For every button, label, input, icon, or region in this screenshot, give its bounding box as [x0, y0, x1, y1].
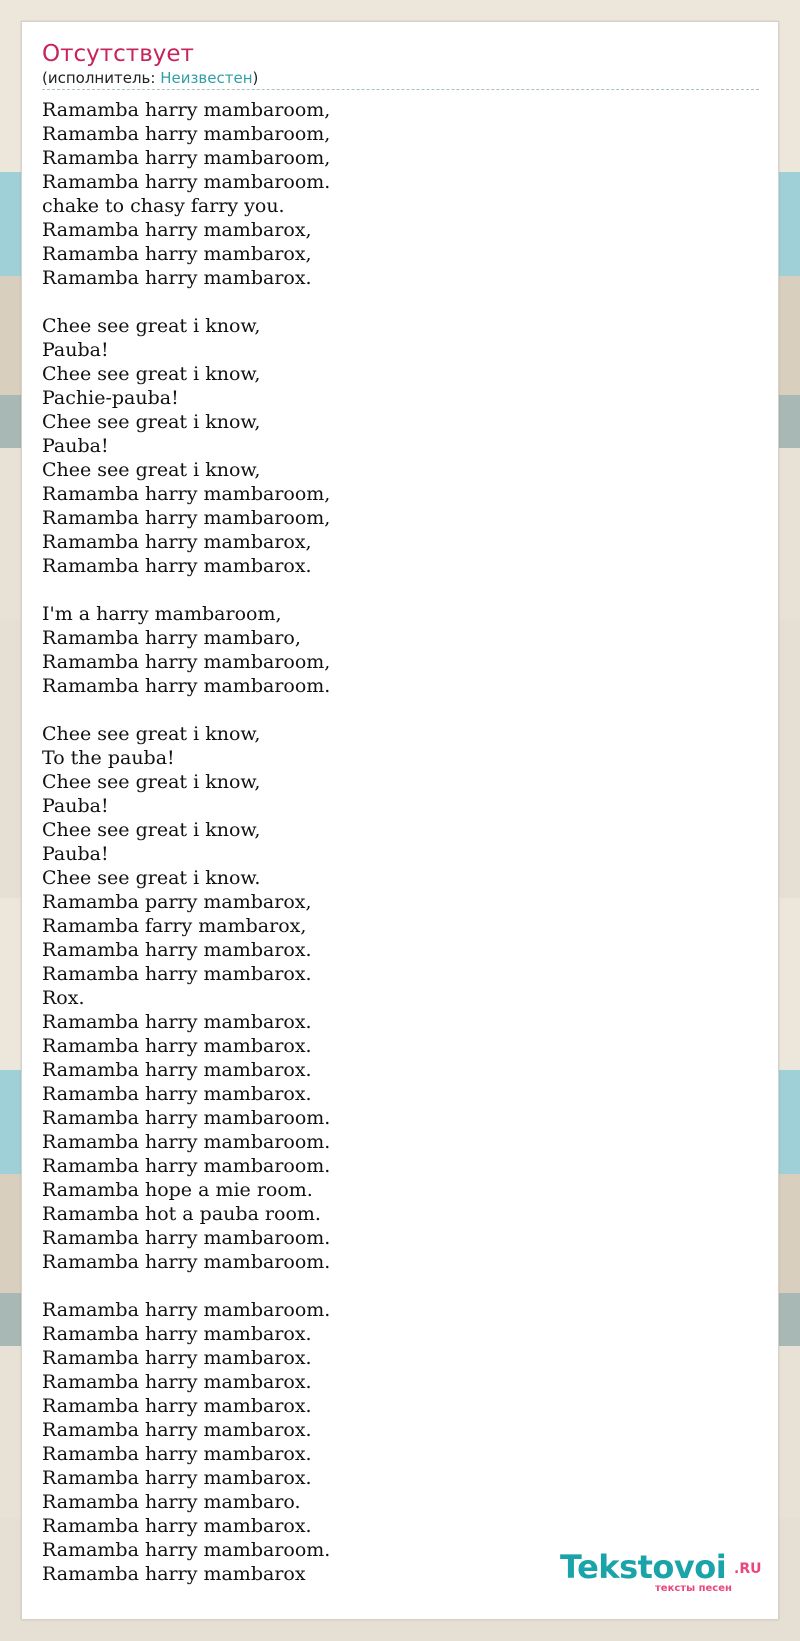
lyric-line: Ramamba harry mambarox: [42, 1563, 306, 1585]
lyric-line: Ramamba harry mambarox.: [42, 555, 312, 577]
lyric-line: [42, 578, 742, 602]
artist-prefix: (исполнитель:: [42, 69, 161, 87]
artist-line: [42, 68, 759, 88]
lyric-line: Ramamba harry mambarox.: [42, 1059, 312, 1081]
lyric-line: Ramamba farry mambarox,: [42, 915, 307, 937]
lyric-line: Ramamba harry mambaroom.: [42, 1155, 331, 1177]
lyrics-card: [21, 21, 779, 1620]
lyric-line: Ramamba harry mambaroom.: [42, 171, 331, 193]
lyric-line: Pachie-pauba!: [42, 387, 179, 409]
lyric-line: Ramamba harry mambaroom,: [42, 99, 331, 121]
lyric-line: Ramamba harry mambaroom,: [42, 507, 331, 529]
lyric-line: [42, 698, 742, 722]
lyric-line: Ramamba harry mambarox.: [42, 963, 312, 985]
lyric-line: Ramamba harry mambarox.: [42, 1011, 312, 1033]
lyric-line: To the pauba!: [42, 747, 175, 769]
lyric-line: Pauba!: [42, 795, 109, 817]
lyric-line: Chee see great i know,: [42, 363, 261, 385]
lyric-line: Ramamba harry mambaroom,: [42, 651, 331, 673]
lyric-line: Ramamba harry mambarox.: [42, 1419, 312, 1441]
lyric-line: Ramamba harry mambarox.: [42, 1443, 312, 1465]
lyric-line: Pauba!: [42, 435, 109, 457]
lyric-line: Ramamba harry mambarox.: [42, 1395, 312, 1417]
song-title: Отсутствует: [42, 41, 194, 67]
lyric-line: Chee see great i know.: [42, 867, 261, 889]
logo-tld: .RU: [734, 1561, 762, 1577]
lyric-line: Ramamba harry mambaroom.: [42, 675, 331, 697]
lyric-line: Ramamba harry mambarox,: [42, 219, 312, 241]
lyric-line: Pauba!: [42, 339, 109, 361]
lyric-line: Chee see great i know,: [42, 315, 261, 337]
lyric-line: Ramamba harry mambarox.: [42, 1467, 312, 1489]
lyric-line: Ramamba harry mambaro.: [42, 1491, 301, 1513]
lyric-line: Ramamba harry mambaroom.: [42, 1227, 331, 1249]
lyric-line: [42, 1274, 742, 1298]
lyric-line: Ramamba harry mambaroom.: [42, 1539, 331, 1561]
lyric-line: Ramamba harry mambaroom.: [42, 1107, 331, 1129]
lyric-line: Chee see great i know,: [42, 411, 261, 433]
lyric-line: Ramamba harry mambaroom,: [42, 123, 331, 145]
lyric-line: Ramamba harry mambarox.: [42, 939, 312, 961]
lyric-line: Ramamba harry mambarox.: [42, 1083, 312, 1105]
lyric-line: Ramamba harry mambarox.: [42, 1347, 312, 1369]
lyric-line: chake to chasy farry you.: [42, 195, 285, 217]
lyric-line: Pauba!: [42, 843, 109, 865]
lyric-line: Ramamba harry mambarox,: [42, 531, 312, 553]
song-header: [42, 40, 759, 90]
lyrics-text: [42, 98, 742, 1586]
lyric-line: Ramamba harry mambaro,: [42, 627, 301, 649]
lyric-line: Ramamba harry mambarox.: [42, 1035, 312, 1057]
site-logo[interactable]: [560, 1549, 770, 1597]
lyric-line: Ramamba harry mambaroom.: [42, 1131, 331, 1153]
lyric-line: Chee see great i know,: [42, 819, 261, 841]
lyric-line: Ramamba hot a pauba room.: [42, 1203, 321, 1225]
lyric-line: [42, 290, 742, 314]
lyric-line: Ramamba harry mambarox.: [42, 1515, 312, 1537]
lyric-line: I'm a harry mambaroom,: [42, 603, 282, 625]
lyric-line: Ramamba parry mambarox,: [42, 891, 312, 913]
lyric-line: Chee see great i know,: [42, 459, 261, 481]
lyric-line: Ramamba harry mambarox,: [42, 243, 312, 265]
lyric-line: Ramamba harry mambaroom,: [42, 147, 331, 169]
artist-suffix: ): [252, 69, 259, 87]
lyric-line: Ramamba harry mambarox.: [42, 1371, 312, 1393]
lyric-line: Ramamba hope a mie room.: [42, 1179, 313, 1201]
lyric-line: Ramamba harry mambaroom.: [42, 1299, 331, 1321]
artist-link[interactable]: Неизвестен: [160, 69, 253, 87]
lyric-line: Ramamba harry mambarox.: [42, 267, 312, 289]
lyric-line: Chee see great i know,: [42, 771, 261, 793]
lyric-line: Ramamba harry mambarox.: [42, 1323, 312, 1345]
logo-name: Tekstovoi: [560, 1548, 727, 1586]
lyric-line: Ramamba harry mambaroom.: [42, 1251, 331, 1273]
logo-tagline: тексты песен: [655, 1583, 732, 1594]
lyric-line: Rox.: [42, 987, 85, 1009]
lyric-line: Chee see great i know,: [42, 723, 261, 745]
lyric-line: Ramamba harry mambaroom,: [42, 483, 331, 505]
